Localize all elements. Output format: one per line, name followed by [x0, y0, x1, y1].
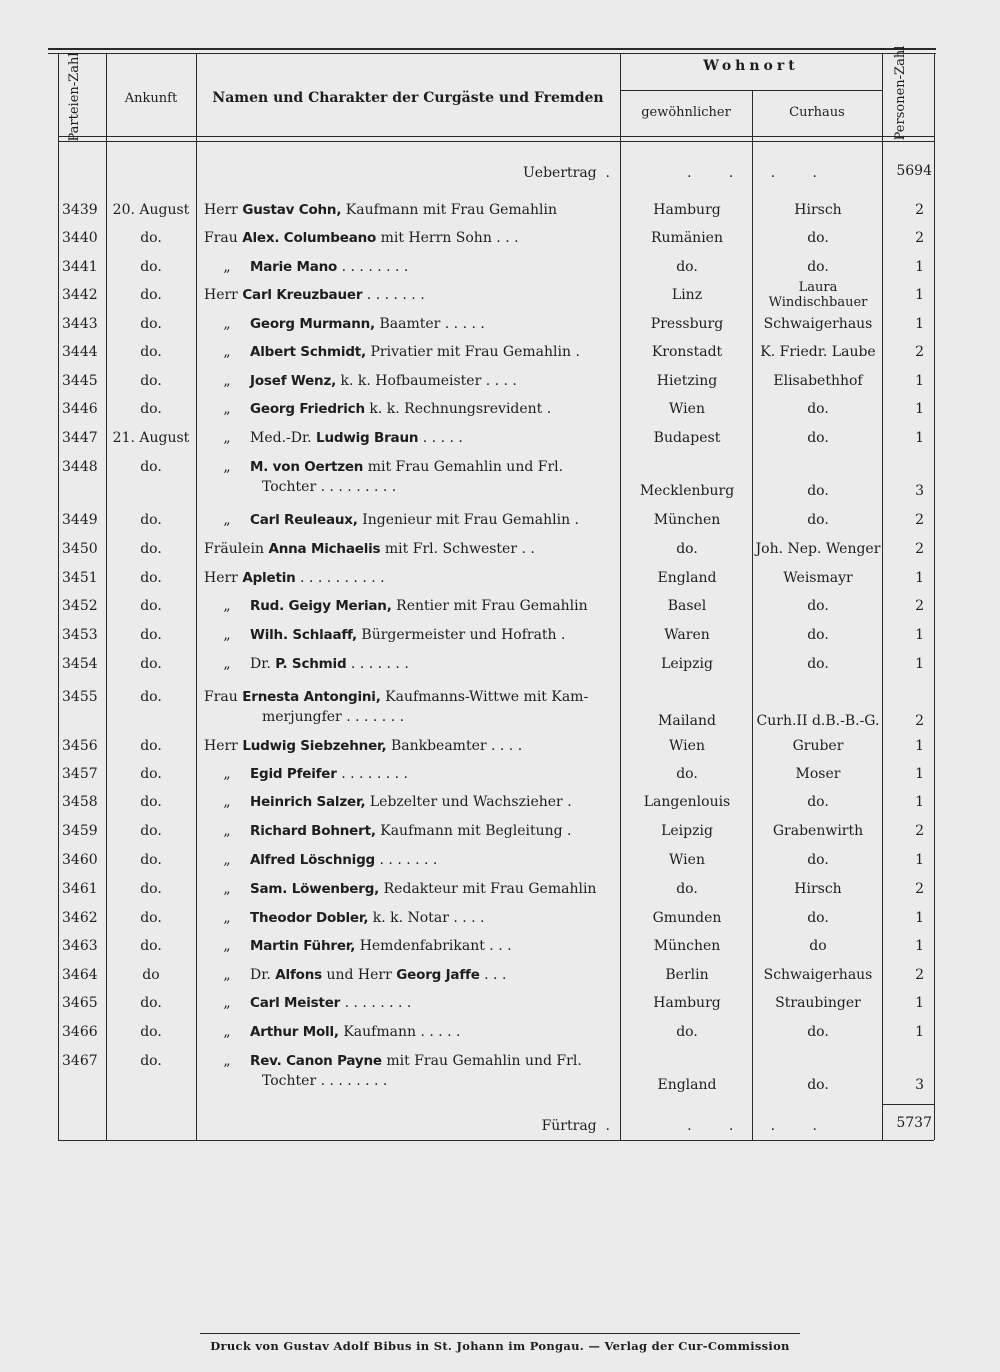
row-curhaus: Straubinger	[775, 995, 861, 1011]
row-description: . . . . . . . .	[341, 259, 409, 275]
row-prefix: Herr	[204, 202, 243, 218]
row-description: Rentier mit Frau Gemahlin	[396, 598, 588, 614]
row-guest-name: Richard Bohnert,	[250, 823, 381, 839]
row-number: 3450	[62, 541, 98, 557]
row-wohnort: Waren	[664, 627, 710, 643]
row-prefix: Fräulein	[204, 541, 269, 557]
row-wohnort: Wien	[669, 401, 705, 417]
row-ankunft: do	[142, 967, 160, 983]
header-gewoehnlicher: gewöhnlicher	[641, 105, 731, 120]
row-curhaus: do.	[807, 483, 829, 499]
row-prefix: „	[223, 512, 231, 528]
row-description: Bankbeamter . . . .	[390, 738, 523, 754]
row-personen: 1	[915, 570, 924, 586]
row-description: Kaufmanns-Wittwe mit Kam-	[385, 689, 589, 705]
row-personen: 1	[915, 794, 924, 810]
row-curhaus: do.	[807, 430, 829, 446]
row-description: Lebzelter und Wachszieher .	[369, 794, 572, 810]
row-personen: 1	[915, 910, 924, 926]
row-description: . . . . . . .	[366, 287, 425, 303]
row-description: k. k. Notar . . . .	[372, 910, 485, 926]
row-name	[204, 569, 616, 587]
row-description: mit Frau Gemahlin und Frl.	[367, 459, 564, 475]
row-guest-name: M. von Oertzen	[250, 459, 368, 475]
row-curhaus: do.	[807, 1077, 829, 1093]
row-guest-name: Carl Kreuzbauer	[242, 287, 367, 303]
row-name	[204, 429, 616, 447]
row-name	[204, 851, 616, 869]
row-name	[204, 765, 616, 783]
row-guest-name: Wilh. Schlaaff,	[250, 627, 362, 643]
row-name	[204, 1052, 616, 1070]
row-guest-name: Theodor Dobler,	[250, 910, 373, 926]
row-personen: 2	[915, 202, 924, 218]
row-curhaus: Grabenwirth	[772, 823, 864, 839]
row-name	[204, 822, 616, 840]
row-name	[204, 1023, 616, 1041]
row-description: Kaufmann mit Frau Gemahlin	[345, 202, 558, 218]
row-guest-name: Carl Meister	[250, 995, 345, 1011]
row-ankunft: do.	[140, 627, 162, 643]
row-number: 3445	[62, 373, 98, 389]
row-curhaus: do.	[807, 230, 829, 246]
header-rule	[58, 136, 934, 137]
row-wohnort: Mailand	[658, 713, 716, 729]
row-guest-name: Anna Michaelis	[268, 541, 385, 557]
row-number: 3466	[62, 1024, 98, 1040]
row-number: 3446	[62, 401, 98, 417]
row-name	[204, 258, 616, 276]
row-wohnort: München	[653, 512, 721, 528]
row-wohnort: do.	[676, 541, 698, 557]
row-description: . . . . . . .	[350, 656, 409, 672]
row-number: 3454	[62, 656, 98, 672]
row-guest-name: Alfred Löschnigg	[250, 852, 380, 868]
row-ankunft: do.	[140, 459, 162, 475]
uebertrag-value: 5694	[896, 163, 932, 179]
row-curhaus: do.	[807, 656, 829, 672]
header-parteien: Parteien-Zahl	[67, 52, 82, 142]
row-number: 3457	[62, 766, 98, 782]
row-guest-name: Ludwig Braun	[316, 430, 423, 446]
row-guest-name: Apletin	[242, 570, 301, 586]
row-prefix: „	[223, 794, 231, 810]
row-prefix: „	[223, 967, 231, 983]
col-rule-4	[752, 90, 753, 1140]
row-description: Ingenieur mit Frau Gemahlin .	[362, 512, 579, 528]
row-description: Redakteur mit Frau Gemahlin	[383, 881, 597, 897]
row-name-continuation: Tochter . . . . . . . .	[262, 1073, 388, 1089]
footer-imprint: Druck von Gustav Adolf Bibus in St. Johann im Pongau. — Verlag der Cur-Commission	[210, 1339, 790, 1353]
row-personen: 1	[915, 316, 924, 332]
row-curhaus: Laura Windischbauer	[768, 280, 868, 310]
row-curhaus: Weismayr	[783, 570, 853, 586]
row-guest-name: Albert Schmidt,	[250, 344, 371, 360]
row-curhaus: Moser	[795, 766, 841, 782]
row-guest-name: Georg Friedrich	[250, 401, 370, 417]
row-personen: 1	[915, 738, 924, 754]
fuertrag-value: 5737	[896, 1115, 932, 1131]
row-ankunft: 20. August	[112, 202, 190, 218]
row-name	[204, 597, 616, 615]
row-ankunft: do.	[140, 823, 162, 839]
row-description: Kaufmann . . . . .	[343, 1024, 461, 1040]
row-number: 3462	[62, 910, 98, 926]
row-title: Med.-Dr.	[250, 430, 317, 446]
row-name	[204, 511, 616, 529]
row-guest-name: Rev. Canon Payne	[250, 1053, 387, 1069]
row-name	[204, 201, 616, 219]
row-ankunft: do.	[140, 344, 162, 360]
row-wohnort: Wien	[669, 738, 705, 754]
row-curhaus: Hirsch	[794, 881, 842, 897]
row-name	[204, 458, 616, 476]
row-name	[204, 400, 616, 418]
row-personen: 2	[915, 512, 924, 528]
row-wohnort: Rumänien	[651, 230, 723, 246]
row-description: . . . . . . . .	[344, 995, 412, 1011]
row-guest-name: Alex. Columbeano	[242, 230, 381, 246]
row-curhaus: do.	[807, 401, 829, 417]
row-prefix: Herr	[204, 570, 243, 586]
row-personen: 1	[915, 287, 924, 303]
row-prefix: „	[223, 1053, 231, 1069]
row-personen: 1	[915, 373, 924, 389]
row-personen: 1	[915, 1024, 924, 1040]
row-prefix: „	[223, 938, 231, 954]
row-personen: 3	[915, 1077, 924, 1093]
col-rule-left	[58, 53, 59, 1140]
row-curhaus: Curh.II d.B.-B.-G.	[756, 713, 880, 729]
row-guest-name: Martin Führer,	[250, 938, 360, 954]
row-guest-name: Gustav Cohn,	[242, 202, 346, 218]
row-number: 3456	[62, 738, 98, 754]
row-title: Dr.	[250, 967, 276, 983]
row-number: 3444	[62, 344, 98, 360]
fuertrag-label: Fürtrag .	[541, 1118, 610, 1134]
col-rule-right	[934, 53, 935, 1140]
row-ankunft: do.	[140, 1053, 162, 1069]
row-wohnort: England	[657, 570, 717, 586]
row-prefix: „	[223, 1024, 231, 1040]
row-number: 3449	[62, 512, 98, 528]
header-ankunft: Ankunft	[124, 91, 178, 106]
row-curhaus: do.	[807, 852, 829, 868]
row-personen: 2	[915, 881, 924, 897]
row-number: 3451	[62, 570, 98, 586]
row-personen: 1	[915, 852, 924, 868]
row-number: 3459	[62, 823, 98, 839]
row-curhaus: do.	[807, 259, 829, 275]
header-wohnort: Wohnort	[703, 58, 799, 74]
row-curhaus: Hirsch	[794, 202, 842, 218]
row-personen: 2	[915, 344, 924, 360]
row-personen: 1	[915, 938, 924, 954]
row-ankunft: do.	[140, 689, 162, 705]
row-guest-name: Rud. Geigy Merian,	[250, 598, 397, 614]
row-personen: 1	[915, 766, 924, 782]
row-name	[204, 937, 616, 955]
fuertrag-dots: . . . .	[687, 1118, 823, 1134]
row-description: mit Herrn Sohn . . .	[380, 230, 519, 246]
row-prefix: Herr	[204, 738, 243, 754]
row-curhaus: Schwaigerhaus	[763, 967, 873, 983]
row-prefix: „	[223, 823, 231, 839]
header-personen: Personen-Zahl	[893, 45, 908, 141]
row-ankunft: do.	[140, 541, 162, 557]
row-personen: 1	[915, 430, 924, 446]
row-prefix: „	[223, 995, 231, 1011]
row-prefix: „	[223, 656, 231, 672]
row-personen: 2	[915, 823, 924, 839]
row-description: Bürgermeister und Hofrath .	[361, 627, 566, 643]
col-rule-3	[620, 53, 621, 1140]
row-wohnort: Hamburg	[653, 995, 721, 1011]
row-wohnort: Kronstadt	[651, 344, 723, 360]
row-name	[204, 286, 616, 304]
row-curhaus: K. Friedr. Laube	[760, 344, 876, 360]
row-wohnort: Gmunden	[652, 910, 722, 926]
row-wohnort: do.	[676, 881, 698, 897]
row-curhaus: do.	[807, 1024, 829, 1040]
row-name	[204, 793, 616, 811]
row-number: 3447	[62, 430, 98, 446]
row-guest-name: Sam. Löwenberg,	[250, 881, 384, 897]
row-wohnort: Leipzig	[661, 823, 713, 839]
row-personen: 1	[915, 627, 924, 643]
row-number: 3448	[62, 459, 98, 475]
row-name	[204, 372, 616, 390]
row-description: . . . . . . . .	[341, 766, 408, 782]
row-ankunft: do.	[140, 910, 162, 926]
row-number: 3458	[62, 794, 98, 810]
row-prefix: „	[223, 910, 231, 926]
row-curhaus: do.	[807, 910, 829, 926]
row-ankunft: do.	[140, 287, 162, 303]
row-prefix: Herr	[204, 287, 243, 303]
col-rule-1	[106, 53, 107, 1140]
row-personen: 2	[915, 230, 924, 246]
row-wohnort: Leipzig	[661, 656, 713, 672]
header-curhaus: Curhaus	[789, 105, 845, 120]
row-curhaus: do	[809, 938, 827, 954]
header-namen: Namen und Charakter der Curgäste und Fremden	[212, 90, 604, 106]
wohnort-rule	[620, 90, 882, 91]
row-personen: 3	[915, 483, 924, 499]
row-ankunft: do.	[140, 598, 162, 614]
row-ankunft: do.	[140, 570, 162, 586]
row-curhaus: do.	[807, 627, 829, 643]
row-wohnort: do.	[676, 766, 698, 782]
row-wohnort: Basel	[667, 598, 707, 614]
row-prefix: „	[223, 373, 231, 389]
row-description: Baamter . . . . .	[379, 316, 485, 332]
row-guest-name: Arthur Moll,	[250, 1024, 344, 1040]
uebertrag-dots: . . . .	[687, 165, 823, 181]
row-ankunft: do.	[140, 656, 162, 672]
row-personen: 1	[915, 259, 924, 275]
row-name	[204, 229, 616, 247]
row-number: 3455	[62, 689, 98, 705]
row-prefix: „	[223, 259, 231, 275]
row-guest-name: P. Schmid	[275, 656, 351, 672]
row-curhaus: do.	[807, 794, 829, 810]
row-description: . . . . . . .	[379, 852, 438, 868]
row-title: Dr.	[250, 656, 276, 672]
total-box-rule	[882, 1104, 934, 1105]
row-curhaus: Joh. Nep. Wenger	[755, 541, 881, 557]
row-guest-name-2: Georg Jaffe	[391, 967, 485, 983]
row-ankunft: do.	[140, 401, 162, 417]
row-number: 3467	[62, 1053, 98, 1069]
row-guest-name: Josef Wenz,	[250, 373, 341, 389]
row-description: . . . . . . . . . .	[300, 570, 385, 586]
row-number: 3460	[62, 852, 98, 868]
row-number: 3452	[62, 598, 98, 614]
row-personen: 2	[915, 967, 924, 983]
row-ankunft: do.	[140, 1024, 162, 1040]
row-description: Privatier mit Frau Gemahlin .	[370, 344, 580, 360]
row-name	[204, 737, 616, 755]
col-rule-2	[196, 53, 197, 1140]
row-prefix: „	[223, 598, 231, 614]
row-personen: 1	[915, 401, 924, 417]
row-description: Hemdenfabrikant . . .	[359, 938, 512, 954]
top-rule-2	[48, 53, 936, 54]
row-guest-name: Ludwig Siebzehner,	[242, 738, 391, 754]
uebertrag-label: Uebertrag .	[522, 165, 610, 181]
row-wohnort: Linz	[671, 287, 703, 303]
row-guest-name: Egid Pfeifer	[250, 766, 342, 782]
row-curhaus: do.	[807, 512, 829, 528]
header-rule-2	[58, 141, 934, 142]
row-description: mit Frau Gemahlin und Frl.	[386, 1053, 582, 1069]
row-description: Kaufmann mit Begleitung .	[380, 823, 572, 839]
row-wohnort: Wien	[669, 852, 705, 868]
row-ankunft: do.	[140, 373, 162, 389]
row-guest-name: Alfons	[275, 967, 327, 983]
row-wohnort: München	[653, 938, 721, 954]
row-curhaus: do.	[807, 598, 829, 614]
row-prefix: „	[223, 401, 231, 417]
row-wohnort: do.	[676, 1024, 698, 1040]
row-guest-name: Marie Mano	[250, 259, 342, 275]
row-ankunft: do.	[140, 230, 162, 246]
row-curhaus: Gruber	[792, 738, 844, 754]
row-number: 3461	[62, 881, 98, 897]
row-prefix: „	[223, 766, 231, 782]
row-number: 3441	[62, 259, 98, 275]
row-ankunft: do.	[140, 995, 162, 1011]
row-ankunft: 21. August	[112, 430, 190, 446]
table-bottom-rule	[58, 1140, 934, 1141]
row-ankunft: do.	[140, 938, 162, 954]
row-guest-name: Carl Reuleaux,	[250, 512, 363, 528]
row-ankunft: do.	[140, 316, 162, 332]
row-number: 3439	[62, 202, 98, 218]
row-curhaus: Schwaigerhaus	[763, 316, 873, 332]
row-name	[204, 655, 616, 673]
row-number: 3440	[62, 230, 98, 246]
row-ankunft: do.	[140, 512, 162, 528]
row-wohnort: England	[657, 1077, 717, 1093]
row-number: 3465	[62, 995, 98, 1011]
row-name-continuation: Tochter . . . . . . . . .	[262, 479, 397, 495]
row-number: 3464	[62, 967, 98, 983]
row-number: 3443	[62, 316, 98, 332]
row-prefix: „	[223, 316, 231, 332]
row-prefix: „	[223, 430, 231, 446]
row-wohnort: Mecklenburg	[639, 483, 735, 499]
row-ankunft: do.	[140, 259, 162, 275]
row-personen: 2	[915, 713, 924, 729]
row-name	[204, 626, 616, 644]
row-description: . . . . .	[422, 430, 463, 446]
row-description: und Herr	[326, 967, 392, 983]
row-personen: 1	[915, 656, 924, 672]
row-ankunft: do.	[140, 852, 162, 868]
row-guest-name: Heinrich Salzer,	[250, 794, 370, 810]
row-description: k. k. Hofbaumeister . . . .	[340, 373, 517, 389]
row-wohnort: do.	[676, 259, 698, 275]
row-guest-name: Ernesta Antongini,	[242, 689, 386, 705]
row-number: 3442	[62, 287, 98, 303]
row-wohnort: Budapest	[653, 430, 721, 446]
row-prefix: „	[223, 344, 231, 360]
row-name-continuation: merjungfer . . . . . . .	[262, 709, 405, 725]
row-prefix: Frau	[204, 230, 243, 246]
row-ankunft: do.	[140, 794, 162, 810]
row-prefix: „	[223, 881, 231, 897]
row-wohnort: Hamburg	[653, 202, 721, 218]
row-prefix: Frau	[204, 689, 243, 705]
row-name	[204, 540, 616, 558]
row-name	[204, 966, 616, 984]
row-number: 3453	[62, 627, 98, 643]
row-name	[204, 315, 616, 333]
top-rule	[48, 48, 936, 50]
row-name	[204, 688, 616, 706]
row-wohnort: Pressburg	[650, 316, 724, 332]
row-personen: 1	[915, 995, 924, 1011]
row-guest-name: Georg Murmann,	[250, 316, 380, 332]
row-wohnort: Berlin	[665, 967, 709, 983]
row-prefix: „	[223, 459, 231, 475]
footer-rule	[200, 1333, 800, 1334]
row-personen: 2	[915, 598, 924, 614]
row-ankunft: do.	[140, 881, 162, 897]
row-ankunft: do.	[140, 766, 162, 782]
row-name	[204, 909, 616, 927]
row-name	[204, 343, 616, 361]
row-description: k. k. Rechnungsrevident .	[369, 401, 552, 417]
row-wohnort: Langenlouis	[643, 794, 731, 810]
row-name	[204, 994, 616, 1012]
row-description-2: . . .	[484, 967, 507, 983]
col-rule-5	[882, 53, 883, 1140]
row-personen: 2	[915, 541, 924, 557]
row-name	[204, 880, 616, 898]
row-description: mit Frl. Schwester . .	[384, 541, 535, 557]
row-curhaus: Elisabethhof	[773, 373, 863, 389]
row-number: 3463	[62, 938, 98, 954]
row-prefix: „	[223, 627, 231, 643]
row-ankunft: do.	[140, 738, 162, 754]
row-prefix: „	[223, 852, 231, 868]
row-wohnort: Hietzing	[656, 373, 718, 389]
